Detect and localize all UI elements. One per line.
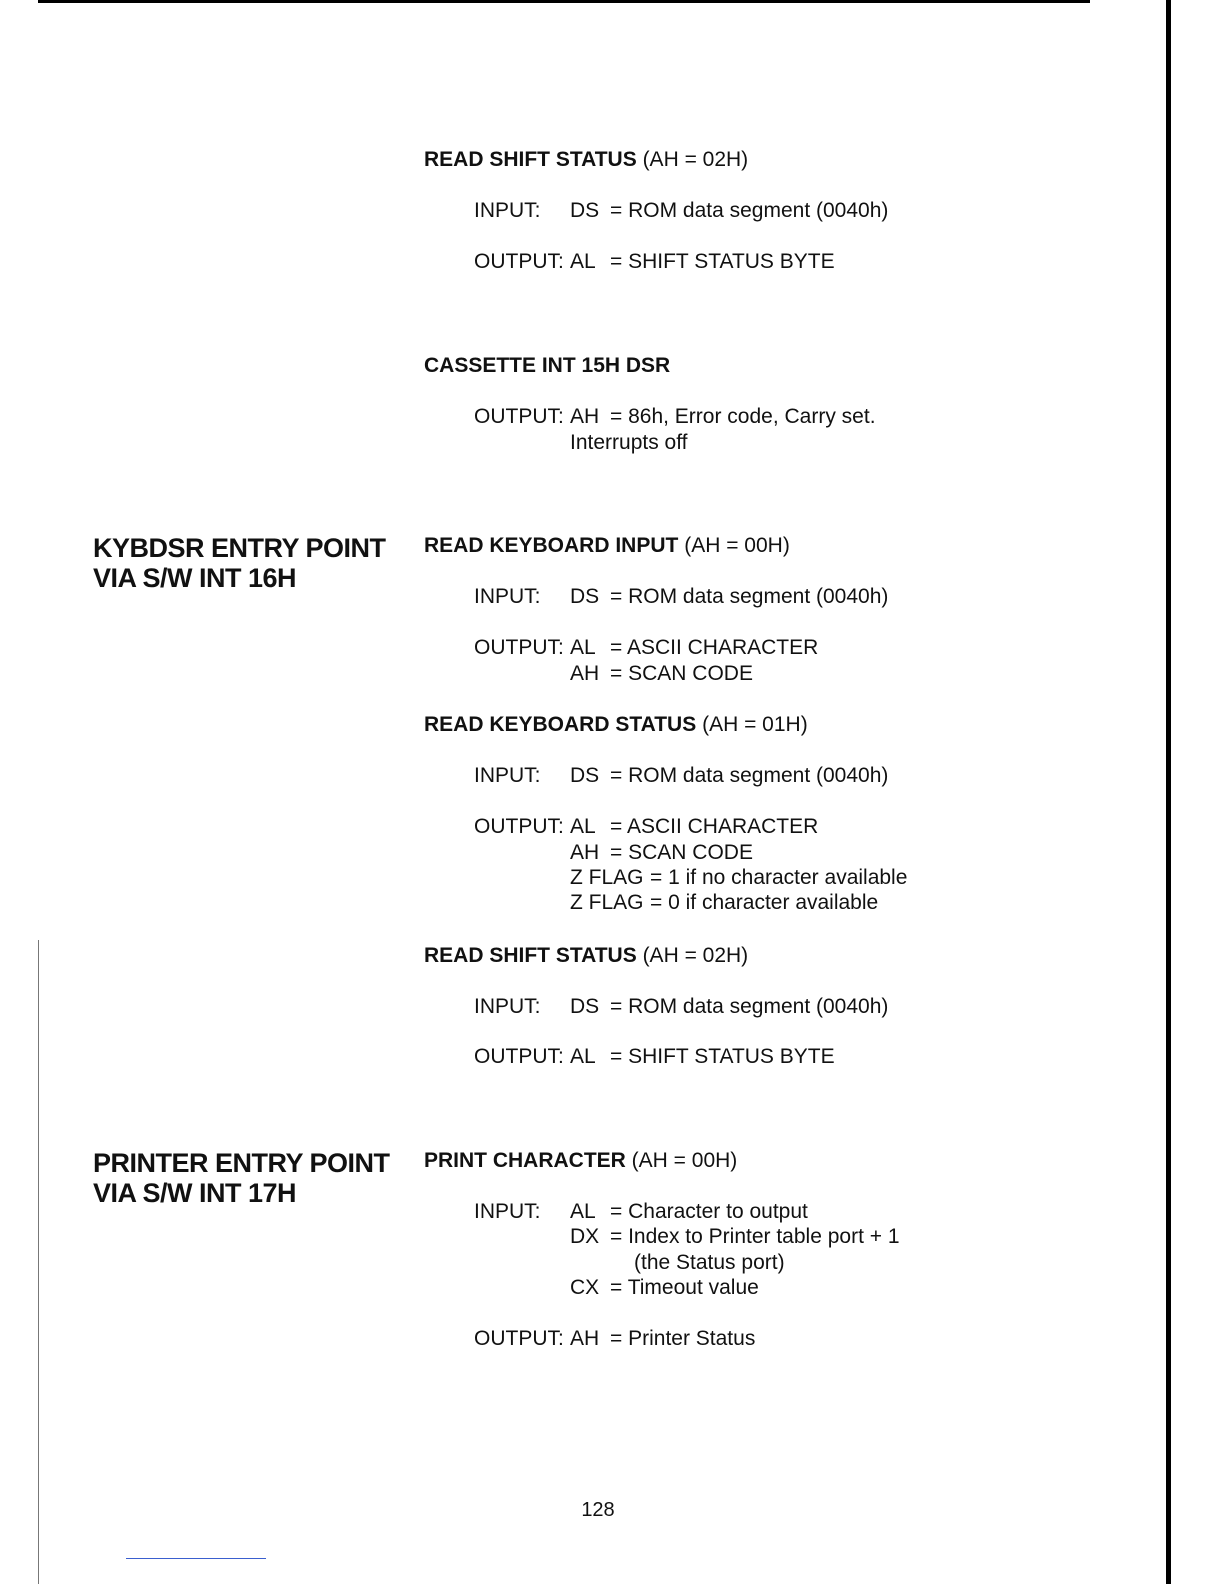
input-label: INPUT:: [474, 1200, 541, 1223]
output-label: OUTPUT:: [474, 636, 564, 659]
register-desc: = 0 if character available: [650, 891, 879, 914]
section-heading-read-shift-status: READ SHIFT STATUS (AH = 02H): [424, 148, 749, 171]
register-desc: = ROM data segment (0040h): [610, 995, 889, 1018]
register: DS: [570, 585, 600, 608]
output-label: OUTPUT:: [474, 1327, 564, 1350]
input-label: INPUT:: [474, 585, 541, 608]
input-label: INPUT:: [474, 995, 541, 1018]
register: Z FLAG: [570, 866, 644, 889]
register-desc: = ASCII CHARACTER: [610, 815, 819, 838]
register: DS: [570, 764, 600, 787]
register-desc: = ROM data segment (0040h): [610, 585, 889, 608]
register-desc: = 1 if no character available: [650, 866, 908, 889]
section-heading-read-keyboard-input: READ KEYBOARD INPUT (AH = 00H): [424, 534, 790, 557]
register-desc: = SCAN CODE: [610, 662, 753, 685]
output-label: OUTPUT:: [474, 815, 564, 838]
register: AL: [570, 636, 596, 659]
register-desc: = ROM data segment (0040h): [610, 199, 889, 222]
register: AH: [570, 405, 600, 428]
register-desc: = SHIFT STATUS BYTE: [610, 250, 835, 273]
register-desc-continued: (the Status port): [634, 1251, 785, 1274]
register-desc: = ROM data segment (0040h): [610, 764, 889, 787]
register: AL: [570, 1200, 596, 1223]
register-desc: = 86h, Error code, Carry set.: [610, 405, 876, 428]
top-rule: [38, 0, 1090, 3]
register-desc: = Character to output: [610, 1200, 808, 1223]
register: DX: [570, 1225, 600, 1248]
left-margin-line: [38, 940, 39, 1584]
section-heading-print-character: PRINT CHARACTER (AH = 00H): [424, 1149, 738, 1172]
output-label: OUTPUT:: [474, 405, 564, 428]
register: AH: [570, 1327, 600, 1350]
register-desc: = Printer Status: [610, 1327, 756, 1350]
register-desc-continued: Interrupts off: [570, 431, 688, 454]
scan-mark-line: [126, 1558, 266, 1559]
register: CX: [570, 1276, 600, 1299]
register-desc: = Timeout value: [610, 1276, 759, 1299]
side-heading-kybdsr: KYBDSR ENTRY POINT VIA S/W INT 16H: [93, 533, 386, 593]
register: Z FLAG: [570, 891, 644, 914]
right-margin-bar: [1166, 0, 1171, 1584]
register: AL: [570, 250, 596, 273]
register-desc: = Index to Printer table port + 1: [610, 1225, 900, 1248]
register: AL: [570, 815, 596, 838]
register-desc: = ASCII CHARACTER: [610, 636, 819, 659]
register: DS: [570, 995, 600, 1018]
side-heading-printer: PRINTER ENTRY POINT VIA S/W INT 17H: [93, 1148, 390, 1208]
register: AH: [570, 841, 600, 864]
input-label: INPUT:: [474, 764, 541, 787]
output-label: OUTPUT:: [474, 1045, 564, 1068]
register: DS: [570, 199, 600, 222]
input-label: INPUT:: [474, 199, 541, 222]
section-heading-read-keyboard-status: READ KEYBOARD STATUS (AH = 01H): [424, 713, 808, 736]
section-heading-read-shift-status: READ SHIFT STATUS (AH = 02H): [424, 944, 749, 967]
page-number: 128: [581, 1499, 615, 1521]
section-heading-cassette: CASSETTE INT 15H DSR: [424, 354, 671, 377]
register-desc: = SCAN CODE: [610, 841, 753, 864]
register-desc: = SHIFT STATUS BYTE: [610, 1045, 835, 1068]
register: AH: [570, 662, 600, 685]
output-label: OUTPUT:: [474, 250, 564, 273]
register: AL: [570, 1045, 596, 1068]
